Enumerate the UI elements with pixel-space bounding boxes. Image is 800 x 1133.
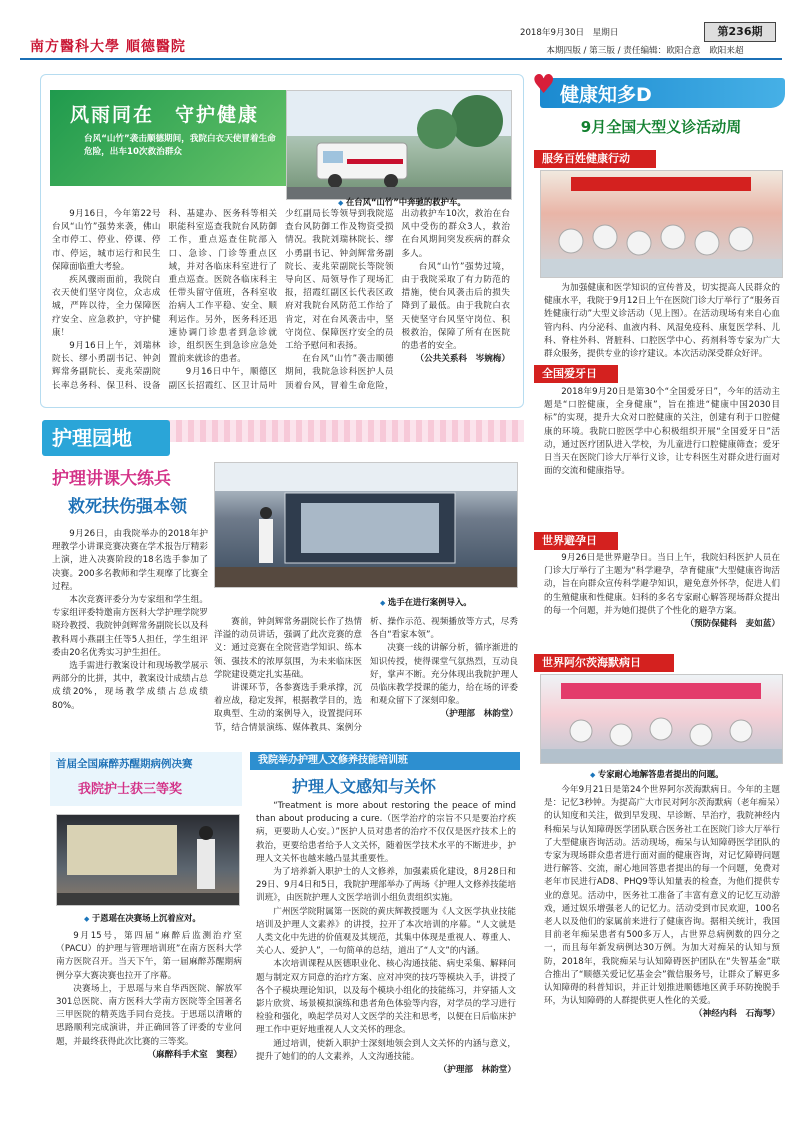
lead-title: 风雨同在 守护健康 [70,104,260,126]
nursing-paragraph: 选手需进行教案设计和现场教学展示两部分的比拼，其中，教案设计成绩占总成绩20%，现场教学成绩占总成绩80%。 [52,661,208,711]
nursing-headline: 护理讲课大练兵 [52,469,171,489]
issue-number: 第236期 [704,22,776,42]
contest-credit: （麻醉科手术室 窦程） [147,1049,242,1060]
training-paragraph: 本次培训课程从医德职业化、核心沟通技能、病史采集、解释问题与制定双方同意的治疗方案、应对冲突的技巧等模块入手，讲授了各个子模块理论知识，以及每个模块小组化的技能练习，并穿插人文影片欣赏、场景模拟演练和患者角色体验等内容，对学员的学习进行检验和强化，唤起学员对人文医学的关注和思考，以便在日后临床护理工作中更好地重视人人文关怀的理念。 [256,959,516,1036]
free-clinic-illustration [541,171,783,278]
alzheimer-paragraph: 今年9月21日是第24个世界阿尔茨海默病日。今年的主题是：记忆3秒钟。为提高广大市民对阿尔茨海默病（老年痴呆）的认知度和关注，做到早发现、早诊断、早治疗，我院神经内科痴呆与认知障碍医学团队联合医务社工在医院门诊大厅举行了大型健康咨询活动。活动现场，痴呆与认知障碍医学团队的专家为现场群众患者进行面对面的健康咨询，对记忆障碍问题进行解答、交流，耐心地回答患者提出的每一个问题，免费对老年市民进行AD8、PHQ9等认知量表的检查，为他们提供专业的意见。活动中，医务社工准备了丰富有意义的记忆互动游戏，通过娱乐增强老人的记忆力。活动受到市民欢迎，100名老人以及他们的家属前来进行了健康咨询。据相关统计，我国目前老年痴呆患者有500多万人，占世界总病例数的四分之一，而且每年新发病例达30万例。为加大对痴呆的认知与预防，2018年，我院痴呆与认知障碍医护团队在“失智基金”联合推出了“顺德关爱记忆基金会”微信服务号，让群众了解更多认知障碍的科普知识，并正计划推进顺德地区黄手环防挽脱手环，为认知障碍的人群提供更人性化的关爱。 [544,785,780,1007]
contest-subheadline: 我院护士获三等奖 [78,782,183,797]
nursing-credit: （护理部 林韵堂） [440,709,518,720]
ambulance-photo [286,90,512,200]
lecture-photo-caption: ◆ 选手在进行案例导入。 [380,596,472,609]
training-band: 我院举办护理人文修养技能培训班 [250,752,520,770]
hospital-logo: 南方醫科大學 順德醫院 [30,39,186,55]
training-paragraph: 广州医学院附属第一医院的黄庆辉教授题为《人文医学执业技能培训及护理人文素养》的讲授，拉开了本次培训的序幕。“人文就是人类文化中先进的价值观及其规范，其集中体现是重视人、尊重人、关心人、爱护人”，一句简单的总结，道出了“人文”的内涵。 [256,906,516,957]
teeth-day-paragraph: 2018年9月20日是第30个“全国爱牙日”，今年的活动主题是“口腔健康，全身健康”，旨在推进“健康中国2030目标”的实现，提升大众对口腔健康的关注，创建有利于口腔健康的环境。我院口腔医学中心积极组织开展“全国爱牙日”活动，通过医疗团队进入学校，为儿童进行口腔健康筛查；爱牙日当天在医院门诊大厅举行义诊，让专科医生对群众进行面对面的交流和健康指导。 [544,387,780,477]
lead-body [52,208,510,398]
lead-paragraph: 9月16日上午，刘瑞林院长、缪小勇副书记、钟剑辉常务副院长、麦兆荣副院长率总务科、保卫科、设备科、基建办、医务科等相关职能科室巡查我院台风防御工作，重点巡查住院部入口、急诊、门诊等重点区域，并对各临床科室进行了重点巡查。医院各临床科主任带头留守值班，各科室收治病人工作平稳、安全、顺利运作。另外，医务科还迅速协调门诊患者到急诊就诊，组织医生到急诊应急处置前来就诊的患者。 [52,209,277,391]
contest-illustration [57,815,240,906]
nursing-section-title: 护理园地 [42,420,170,456]
nursing-paragraph: 9月26日，由我院举办的2018年护理教学小讲课竞赛决赛在学术报告厅精彩上演，进入决赛阶段的18名选手参加了决赛。200多名教师和学生观摩了比赛全过程。 [52,529,208,592]
section-title-contraception-day: 世界避孕日 [534,532,618,550]
lead-paragraph: 在台风“山竹”袭击顺德期间，我院急诊科医护人员顶着台风，冒着生命危险，出动救护车10次，救治在台风中受伤的群众3人，救治在台风期间突发疾病的群众多人。 [285,209,510,391]
lecture-photo [214,462,518,588]
alzheimer-photo-caption: ◆ 专家耐心地解答患者提出的问题。 [590,768,723,781]
contest-headline: 首届全国麻醉苏醒期病例决赛 [56,758,193,770]
nursing-body-right [214,616,518,735]
lead-photo-caption: ◆ 在台风“山竹”中奔驰的救护车。 [338,196,466,209]
nursing-paragraph: 讲课环节，各参赛选手秉承撑，沉着应战，稳定发挥，根据教学目的，选取典型、生动的案例导入，设置提问环节，结合情景演练、媒体教具、案例分析、操作示范、视频播放等方式，尽秀各自“看家本领”。 [214,617,518,733]
contest-paragraph: 9月15号，第四届“麻醉后监测治疗室（PACU）的护理与管理培训班”在南方医科大学南方医院召开。当天下午，第一届麻醉苏醒期病例分享大赛决赛也拉开了序幕。 [56,931,242,981]
nursing-body-left [52,528,208,713]
training-paragraph: “Treatment is more about restoring the peace of mind than about producing a cure.（医学治疗的宗旨不只是要治疗疾病，更要助人心安。）”医护人员对患者的治疗不仅仅是医疗技术上的救治，更要给患者给予人文关怀，随着医学技术水平的不断进步，护理人文关怀也越来越凸显其重要性。 [256,801,516,864]
lead-paragraph: 台风“山竹”强势过境，由于我院采取了有力防范的措施，使台风袭击后的损失降到了最低。由于我院白衣天使坚守台风坚守岗位、积极救治，保障了所有在医院的患者的安全。 [401,261,510,352]
issue-date: 2018年9月30日 星期日 [520,28,619,38]
contest-paragraph: 决赛场上，于思瑶与来自华西医院、解放军301总医院、南方医科大学南方医院等全国著名三甲医院的精英选手同台竞技。于思瑶以清晰的思路顺利完成演讲，并正确回答了评委的专业问题，并最终获得此次比赛的三等奖。 [56,983,242,1047]
lead-credit: （公共关系科 岑婉梅） [415,354,510,365]
nursing-paragraph: 决赛一线的讲解分析，循序渐进的知识传授，使得课堂气氛热烈，互动良好，掌声不断。充分体现出我院护理人员临床教学授课的能力，给在场的评委和观众留下了深刻印象。 [370,643,518,707]
edition-info: 本期四版 / 第三版 / 责任编辑：欧阳合意 欧阳来超 [546,46,744,56]
alzheimer-illustration [541,675,783,764]
ambulance-illustration [287,91,512,200]
contraception-paragraph: 9月26日是世界避孕日。当日上午，我院妇科医护人员在门诊大厅举行了主题为“科学避孕，孕育健康”大型健康咨询活动，旨在向群众宣传科学避孕知识，避免意外怀孕，促进人们的生殖健康和性健康。妇科的多名专家耐心解答现场群众提出的每一个问题，并为她们提供了个性化的避孕方案。 [544,553,780,616]
service-text [544,282,780,361]
alzheimer-event-photo [540,674,783,764]
nursing-subheadline: 救死扶伤强本领 [68,497,187,517]
contest-photo-caption: ◆ 于恩瑶在决赛场上沉着应对。 [84,912,201,925]
health-heading: 9月全国大型义诊活动周 [580,118,742,136]
free-clinic-photo [540,170,783,278]
training-body [256,800,516,1077]
heart-icon: ♥ [532,70,556,100]
section-title-teeth-day: 全国爱牙日 [534,365,618,383]
section-title-service: 服务百姓健康行动 [534,150,656,168]
service-paragraph: 为加强健康和医学知识的宣传普及，切实提高人民群众的健康水平，我院于9月12日上午在医院门诊大厅举行了“服务百姓健康行动”大型义诊活动（见上图）。在活动现场有来自心血管内科、内分泌科、血液内科、风湿免疫科、康复医学科、儿科、脊柱外科、肾脏科、口腔医学中心、药剂科等专家为广大群众服务，提供专业的诊疗建议。本次活动深受群众好评。 [544,283,780,360]
lead-subtitle: 台风“山竹”袭击顺德期间，我院白衣天使冒着生命危险，出车10次救治群众 [84,134,276,157]
teeth-day-text [544,386,780,478]
alzheimer-credit: （神经内科 石海琴） [694,1009,780,1020]
training-title: 护理人文感知与关怀 [292,777,437,796]
section-title-alzheimer-day: 世界阿尔茨海默病日 [534,654,674,672]
lead-paragraph: 疾风骤雨面前，我院白衣天使们坚守岗位，众志成城，严阵以待，全力保障医疗安全、应急救护，守护健康！ [52,275,161,338]
nursing-paragraph: 赛前，钟剑辉常务副院长作了热情洋溢的动员讲话，强调了此次竞赛的意义：通过竞赛在全院营造学知识、练本领、强技术的浓厚氛围，为未来临床医学院建设奠定扎实基础。 [214,617,362,680]
contraception-text [544,552,780,631]
alzheimer-text [544,784,780,1022]
lead-paragraph: 9月16日中午，顺德区副区长招霞红、区卫计局叶少红副局长等领导到我院巡查台风防御工作及物资受损情况。我院刘瑞林院长、缪小勇副书记、钟剑辉常务副院长、麦兆荣副院长等院领导向区、局领导作了现场汇报，招霞红副区长代表区政府对我院台风防范工作给了肯定，对在台风袭击中，坚守岗位、保障医疗安全的员工给予慰问和表扬。 [168,209,394,391]
masthead-rule [20,58,782,60]
lead-paragraph: 9月16日，今年第22号台风“山竹”强势来袭，佛山全市停工、停业、停课、停市、停运，城市运行和民生保障面临重大考验。 [52,209,161,272]
health-banner-title: 健康知多D [560,84,652,106]
contest-body [56,930,242,1062]
lecture-illustration [215,463,518,588]
training-paragraph: 通过培训，使新入职护士深刻地领会到人文关怀的内涵与意义，提升了她们的的人文素养，人文沟通技能。 [256,1038,516,1062]
nursing-paragraph: 本次竞赛评委分为专家组和学生组。专家组评委特邀南方医科大学护理学院罗晓玲教授、我院钟剑辉常务副院长以及科教科周小燕副主任等5人担任，学生组评委由20名优秀实习护生担任。 [52,595,208,658]
training-paragraph: 为了培养新入职护士的人文修养，加强素质化建设，8月28日和29日、9月4日和5日，我院护理部举办了两场《护理人文修养技能培训班》，由医院护理人文医学培训小组负责组织实施。 [256,867,516,904]
contraception-credit: （预防保健科 麦如蓝） [685,619,780,630]
contest-photo [56,814,240,906]
training-credit: （护理部 林韵堂） [438,1065,516,1076]
